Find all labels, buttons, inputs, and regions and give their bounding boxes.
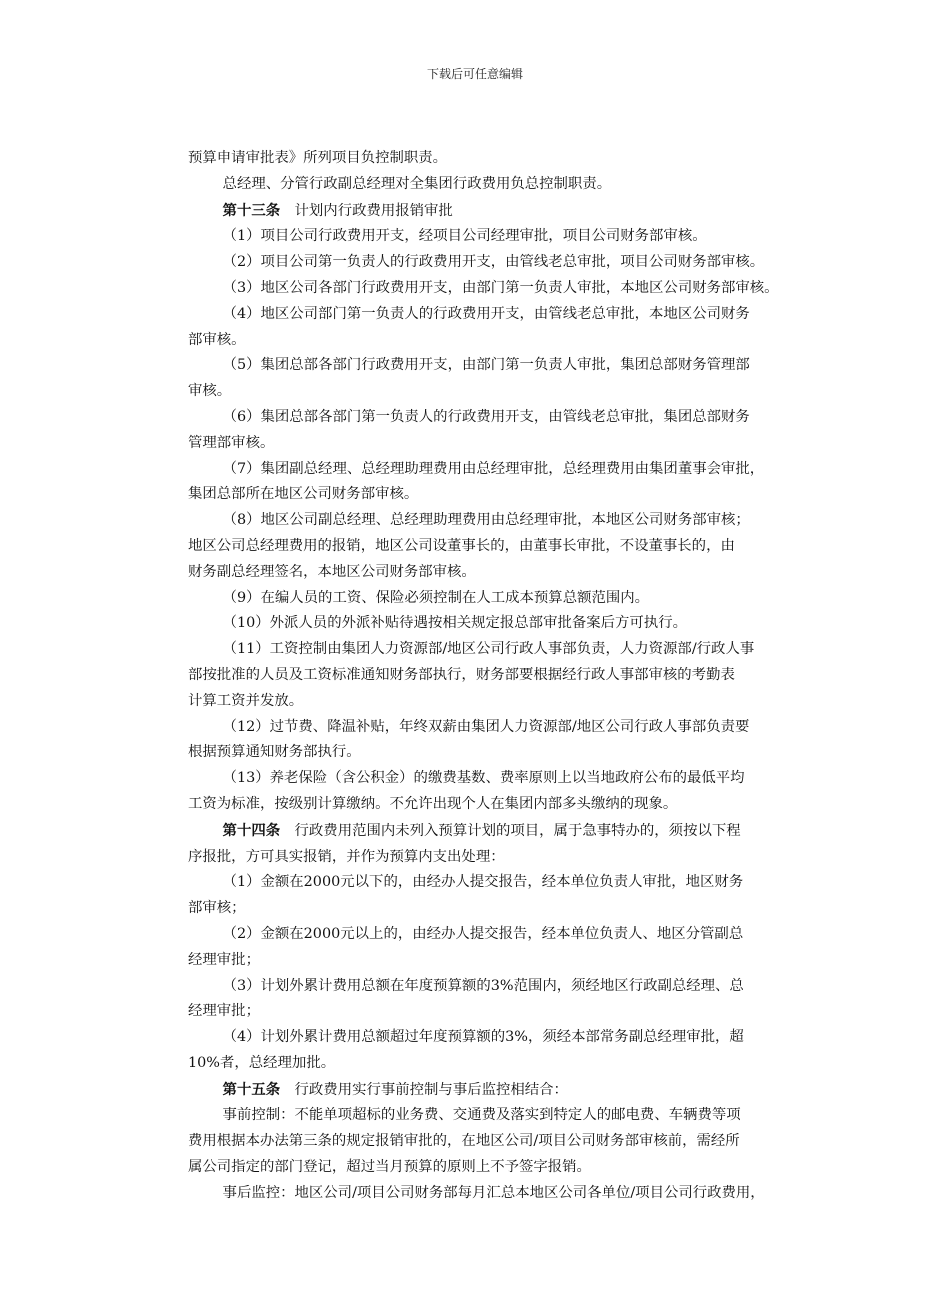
paragraph-line xyxy=(188,870,860,896)
paragraph-line xyxy=(188,1129,860,1155)
line-text: （5）集团总部各部门行政费用开支，由部门第一负责人审批，集团总部财务管理部 xyxy=(222,357,750,374)
paragraph-line xyxy=(188,637,860,663)
line-text: 管理部审核。 xyxy=(188,434,275,451)
line-text: 预算申请审批表》所列项目负控制职责。 xyxy=(188,150,448,166)
paragraph-line xyxy=(188,766,860,792)
paragraph-line xyxy=(188,586,860,612)
line-text: （1）金额在2000元以下的，由经办人提交报告，经本单位负责人审批，地区财务 xyxy=(222,874,744,891)
paragraph-line xyxy=(188,379,860,405)
line-text: （2）项目公司第一负责人的行政费用开支，由管线老总审批，项目公司财务部审核。 xyxy=(222,254,765,271)
line-text: （8）地区公司副总经理、总经理助理费用由总经理审批，本地区公司财务部审核； xyxy=(222,512,750,529)
article-heading-line xyxy=(188,818,860,845)
line-text: 集团总部所在地区公司财务部审核。 xyxy=(188,486,419,503)
line-text: 费用根据本办法第三条的规定报销审批的，在地区公司/项目公司财务部审核前，需经所 xyxy=(188,1133,740,1150)
line-text: 属公司指定的部门登记，超过当月预算的原则上不予签字报销。 xyxy=(188,1159,591,1176)
line-text: 部审核。 xyxy=(188,331,246,348)
paragraph-line xyxy=(188,172,860,198)
paragraph-line xyxy=(188,715,860,741)
paragraph-line xyxy=(188,974,860,1000)
line-text: 事后监控：地区公司/项目公司财务部每月汇总本地区公司各单位/项目公司行政费用， xyxy=(222,1184,765,1201)
line-text: （9）在编人员的工资、保险必须控制在人工成本预算总额范围内。 xyxy=(222,589,650,606)
line-text: 事前控制：不能单项超标的业务费、交通费及落实到特定人的邮电费、车辆费等项 xyxy=(222,1107,741,1124)
paragraph-line xyxy=(188,1103,860,1129)
paragraph-line xyxy=(188,276,860,302)
line-text: （4）计划外累计费用总额超过年度预算额的3%，须经本部常务副总经理审批，超 xyxy=(222,1029,744,1046)
line-text: 部审核； xyxy=(188,900,246,917)
line-text: （10）外派人员的外派补贴待遇按相关规定报总部审批备案后方可执行。 xyxy=(222,615,687,632)
paragraph-line xyxy=(188,328,860,354)
article-heading-line xyxy=(188,198,860,225)
paragraph-line xyxy=(188,1051,860,1077)
paragraph-line xyxy=(188,922,860,948)
paragraph-line xyxy=(188,663,860,689)
line-text: 经理审批； xyxy=(188,1003,260,1020)
line-text: 行政费用范围内未列入预算计划的项目，属于急事特办的，须按以下程 xyxy=(294,822,741,839)
paragraph-line xyxy=(188,224,860,250)
line-text: （4）地区公司部门第一负责人的行政费用开支，由管线老总审批，本地区公司财务 xyxy=(222,305,750,322)
paragraph-line xyxy=(188,560,860,586)
paragraph-line xyxy=(188,146,860,172)
article-number: 第十三条 xyxy=(222,201,281,219)
paragraph-line xyxy=(188,845,860,871)
line-text: （13）养老保险（含公积金）的缴费基数、费率原则上以当地政府公布的最低平均 xyxy=(222,770,745,787)
line-text: （12）过节费、降温补贴，年终双薪由集团人力资源部/地区公司行政人事部负责要 xyxy=(222,718,750,735)
paragraph-line xyxy=(188,508,860,534)
paragraph-line xyxy=(188,740,860,766)
paragraph-line xyxy=(188,302,860,328)
paragraph-line xyxy=(188,1181,860,1207)
article-number: 第十四条 xyxy=(222,821,281,839)
page-header: 下载后可任意编辑 xyxy=(426,67,523,81)
paragraph-line xyxy=(188,1155,860,1181)
paragraph-line xyxy=(188,948,860,974)
line-text: （11）工资控制由集团人力资源部/地区公司行政人事部负责，人力资源部/行政人事 xyxy=(222,641,755,658)
line-text: （7）集团副总经理、总经理助理费用由总经理审批，总经理费用由集团董事会审批， xyxy=(222,460,765,477)
paragraph-line xyxy=(188,689,860,715)
paragraph-line xyxy=(188,896,860,922)
paragraph-line xyxy=(188,792,860,818)
paragraph-line xyxy=(188,431,860,457)
line-text: 地区公司总经理费用的报销，地区公司设董事长的，由董事长审批，不设董事长的，由 xyxy=(188,537,735,554)
line-text: 计划内行政费用报销审批 xyxy=(294,202,453,219)
line-text: 经理审批； xyxy=(188,951,260,968)
line-text: （2）金额在2000元以上的，由经办人提交报告，经本单位负责人、地区分管副总 xyxy=(222,925,744,942)
paragraph-line xyxy=(188,405,860,431)
line-text: （3）计划外累计费用总额在年度预算额的3%范围内，须经地区行政副总经理、总 xyxy=(222,977,744,994)
paragraph-line xyxy=(188,534,860,560)
line-text: 财务副总经理签名，本地区公司财务部审核。 xyxy=(188,563,476,580)
paragraph-line xyxy=(188,611,860,637)
line-text: （6）集团总部各部门第一负责人的行政费用开支，由管线老总审批，集团总部财务 xyxy=(222,408,750,425)
line-text: （1）项目公司行政费用开支，经项目公司经理审批，项目公司财务部审核。 xyxy=(222,228,707,245)
line-text: 计算工资并发放。 xyxy=(188,692,304,709)
paragraph-line xyxy=(188,353,860,379)
paragraph-line xyxy=(188,250,860,276)
line-text: 序报批，方可具实报销，并作为预算内支出处理： xyxy=(188,848,505,865)
line-text: 工资为标准，按级别计算缴纳。不允许出现个人在集团内部多头缴纳的现象。 xyxy=(188,795,678,812)
article-number: 第十五条 xyxy=(222,1080,281,1098)
paragraph-line xyxy=(188,457,860,483)
line-text: 行政费用实行事前控制与事后监控相结合： xyxy=(294,1081,568,1098)
line-text: 根据预算通知财务部执行。 xyxy=(188,744,361,761)
paragraph-line xyxy=(188,999,860,1025)
line-text: 部按批准的人员及工资标准通知财务部执行，财务部要根据经行政人事部审核的考勤表 xyxy=(188,666,735,683)
paragraph-line xyxy=(188,1025,860,1051)
line-text: 10%者，总经理加批。 xyxy=(188,1054,336,1071)
paragraph-line xyxy=(188,482,860,508)
line-text: 审核。 xyxy=(188,383,232,400)
article-heading-line xyxy=(188,1077,860,1104)
document-body xyxy=(188,146,860,1207)
line-text: （3）地区公司各部门行政费用开支，由部门第一负责人审批，本地区公司财务部审核。 xyxy=(222,279,779,296)
line-text: 总经理、分管行政副总经理对全集团行政费用负总控制职责。 xyxy=(222,175,612,192)
